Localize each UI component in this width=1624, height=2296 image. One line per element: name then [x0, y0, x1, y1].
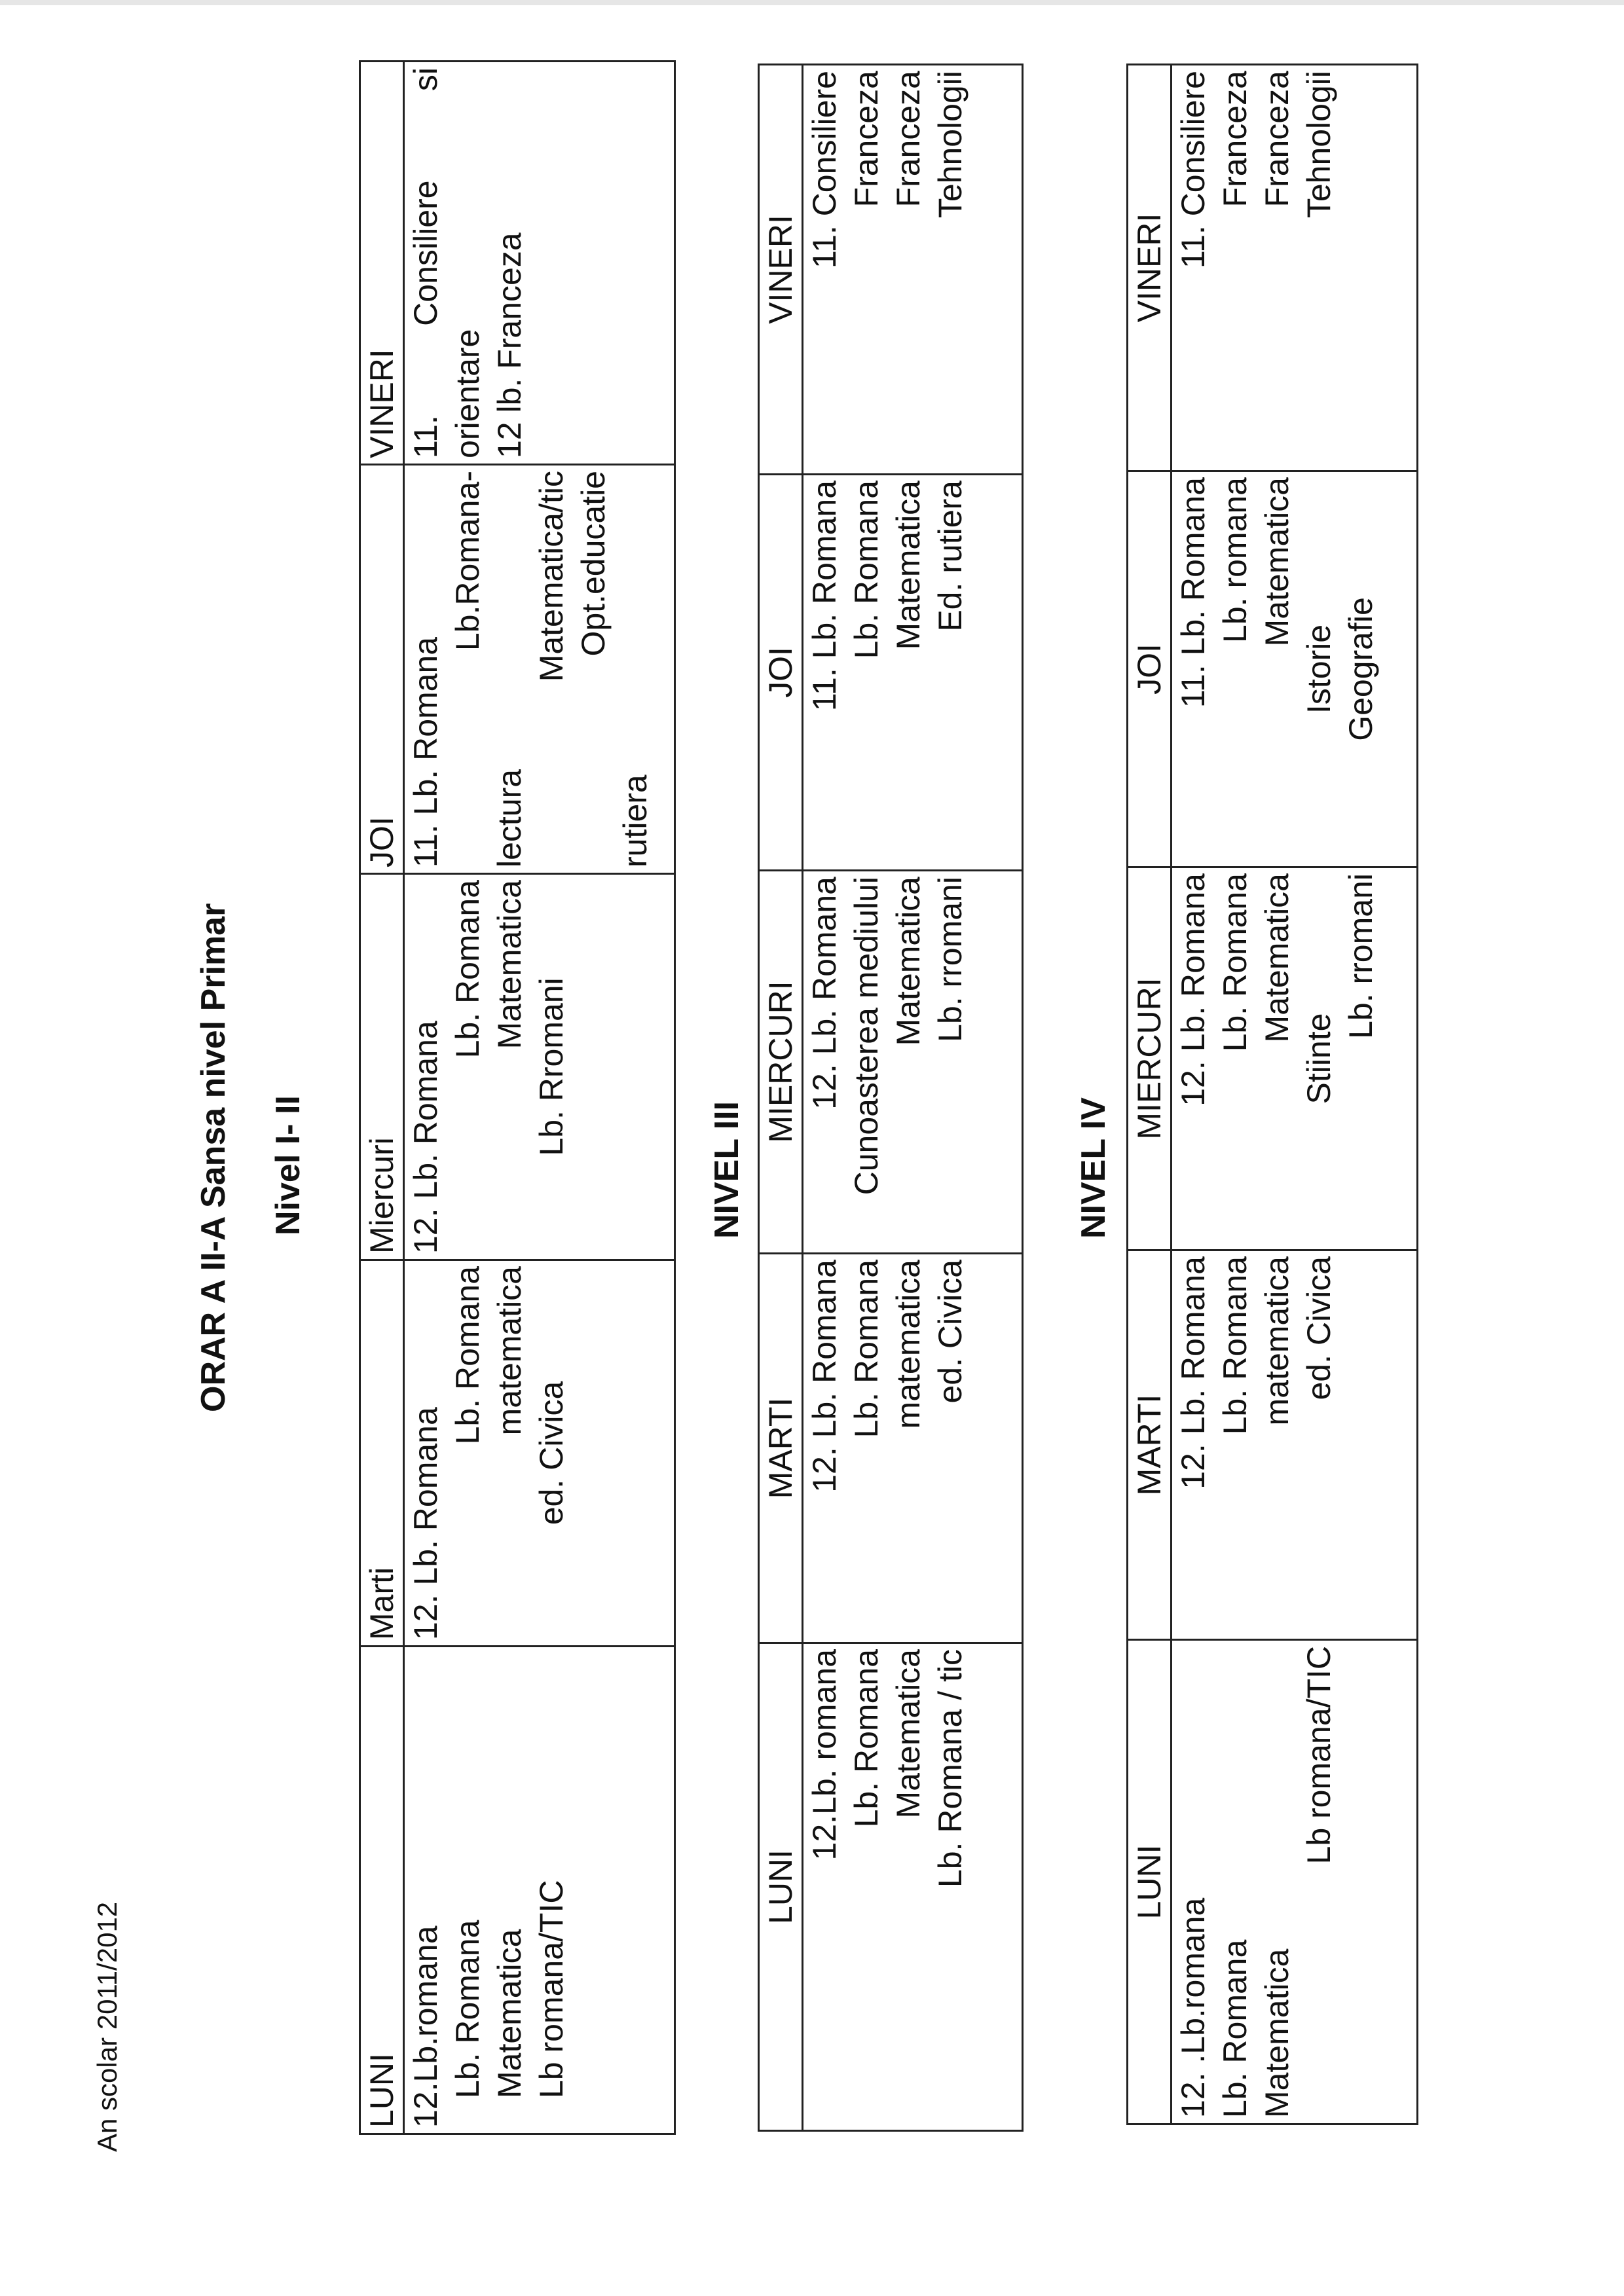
table-header-row	[759, 65, 803, 2131]
table-row	[404, 62, 675, 2134]
day-header: LUNI	[1128, 1640, 1172, 2124]
subject-line: Lb. Romana	[848, 1260, 885, 1438]
schedule-cell	[404, 465, 675, 874]
school-year: An scolar 2011/2012	[92, 1901, 122, 2152]
schedule-cell	[1172, 1250, 1418, 1640]
schedule-table-level-4	[1126, 64, 1418, 2125]
subject-line: Matematica	[890, 877, 927, 1046]
subject-word: si	[407, 67, 444, 92]
subject-line: Lb. rromani	[932, 877, 969, 1042]
schedule-cell	[803, 1254, 1023, 1643]
subject-line: Franceza	[1259, 71, 1295, 208]
subject-line: 12. .Lb.romana	[1175, 1897, 1211, 2118]
subject-line: Stiinte	[1301, 1013, 1337, 1104]
subject-line: Franceza	[1217, 71, 1253, 208]
subject-line: 12. Lb. Romana	[1175, 1256, 1211, 1489]
subject-line: 11. Lb. Romana	[806, 481, 843, 712]
subject-line: ed. Civica	[1301, 1256, 1337, 1400]
day-header: MARTI	[1128, 1250, 1172, 1640]
schedule-cell	[1172, 65, 1418, 471]
schedule-table-level-3	[758, 64, 1024, 2132]
subject-line: Franceza	[890, 71, 927, 208]
subject-line: Istorie	[1301, 624, 1337, 714]
subject-line: Lb. Romana	[449, 880, 486, 1059]
day-header: MIERCURI	[1128, 867, 1172, 1250]
day-header: MARTI	[759, 1254, 803, 1643]
subject-line: Lb. Romana / tic	[932, 1649, 969, 1888]
subject-line: 12. Lb. Romana	[407, 1407, 444, 1640]
subject-line	[405, 67, 447, 458]
subject-word: 11.	[407, 415, 444, 458]
subject-line: Matematica	[1259, 873, 1295, 1043]
subject-line: Lb romana/TIC	[1301, 1646, 1337, 1865]
subject-line: Geografie	[1342, 597, 1379, 741]
subject-line: Matematica	[1259, 1948, 1295, 2118]
subject-line: Lb.Romana-	[449, 471, 486, 651]
table-row	[803, 65, 1023, 2131]
subject-line: 12.Lb. romana	[806, 1649, 843, 1861]
schedule-table-level-1-2	[359, 60, 676, 2135]
subject-line: Lb. romana	[1217, 477, 1253, 643]
subject-line: Cunoasterea mediului	[848, 877, 885, 1195]
subject-line: ed. Civica	[533, 1381, 570, 1525]
table-header-row	[360, 62, 404, 2134]
schedule-cell	[1172, 471, 1418, 867]
schedule-cell	[404, 62, 675, 465]
day-header: VINERI	[1128, 65, 1172, 471]
subject-line: Tehnologii	[1301, 71, 1337, 219]
subject-line: orientare	[449, 329, 486, 458]
level-3-title: NIVEL III	[708, 1101, 746, 1239]
day-header: Miercuri	[360, 874, 404, 1260]
subject-line: 12. Lb. Romana	[806, 877, 843, 1110]
day-header: Marti	[360, 1260, 404, 1647]
subject-line: Franceza	[848, 71, 885, 208]
schedule-cell	[404, 874, 675, 1260]
subject-line: 12 lb. Franceza	[491, 232, 528, 458]
page-title: ORAR A II-A Sansa nivel Primar	[194, 903, 232, 1412]
subject-line: Lb. Romana	[1217, 1939, 1253, 2118]
subject-line: 12. Lb. Romana	[407, 1021, 444, 1254]
day-header: JOI	[360, 465, 404, 874]
level-4-title: NIVEL IV	[1075, 1097, 1113, 1239]
subject-word: Consiliere	[407, 180, 444, 326]
subject-line: 11. Consiliere	[806, 71, 843, 269]
schedule-cell	[803, 871, 1023, 1254]
day-header: JOI	[759, 475, 803, 871]
subject-line: ed. Civica	[932, 1260, 969, 1404]
subject-line: 12.Lb.romana	[407, 1925, 444, 2128]
schedule-cell	[1172, 1640, 1418, 2124]
schedule-cell	[1172, 867, 1418, 1250]
schedule-cell	[404, 1260, 675, 1647]
day-header: VINERI	[360, 62, 404, 465]
schedule-cell	[803, 475, 1023, 871]
subject-line: 12. Lb. Romana	[1175, 873, 1211, 1106]
subject-line: matematica	[1259, 1256, 1295, 1426]
subject-line: Matematica	[491, 1929, 528, 2098]
subject-line: 11. Lb. Romana	[407, 636, 444, 867]
subject-line: Lb. Romana	[449, 1920, 486, 2098]
table-header-row	[1128, 65, 1172, 2124]
subject-line: Lb. Romana	[1217, 873, 1253, 1052]
subject-line: Lb. Romana	[848, 1649, 885, 1828]
subject-line: Ed. rutiera	[932, 481, 969, 632]
subject-line: Matematica	[890, 1649, 927, 1819]
subject-line: Lb romana/TIC	[533, 1880, 570, 2098]
day-header: VINERI	[759, 65, 803, 475]
subject-line: Lb. Romana	[848, 481, 885, 659]
subject-line: Matematica	[1259, 477, 1295, 647]
subject-line: Lb. Rromani	[533, 977, 570, 1156]
schedule-cell	[404, 1647, 675, 2134]
subject-line: 12. Lb. Romana	[806, 1260, 843, 1493]
day-header: JOI	[1128, 471, 1172, 867]
subject-line: Tehnologii	[932, 71, 969, 219]
subject-line: Lb. rromani	[1342, 873, 1379, 1039]
table-row	[1172, 65, 1418, 2124]
subject-line: matematica	[890, 1260, 927, 1429]
subject-line: Matematica	[491, 880, 528, 1049]
subject-line: Opt.educatie	[575, 471, 612, 657]
subject-line: rutiera	[617, 774, 654, 867]
day-header: MIERCURI	[759, 871, 803, 1254]
subject-line: 11. Consiliere	[1175, 71, 1211, 269]
day-header: LUNI	[360, 1647, 404, 2134]
subject-line: Lb. Romana	[449, 1266, 486, 1445]
schedule-cell	[803, 65, 1023, 475]
subject-line: matematica	[491, 1266, 528, 1436]
subject-line: Matematica/tic	[533, 471, 570, 682]
level-1-2-title: Nivel I- II	[269, 1095, 307, 1235]
schedule-cell	[803, 1643, 1023, 2131]
subject-line: Matematica	[890, 481, 927, 650]
subject-line: lectura	[491, 769, 528, 867]
subject-line: 11. Lb. Romana	[1175, 477, 1211, 708]
day-header: LUNI	[759, 1643, 803, 2131]
subject-line: Lb. Romana	[1217, 1256, 1253, 1435]
